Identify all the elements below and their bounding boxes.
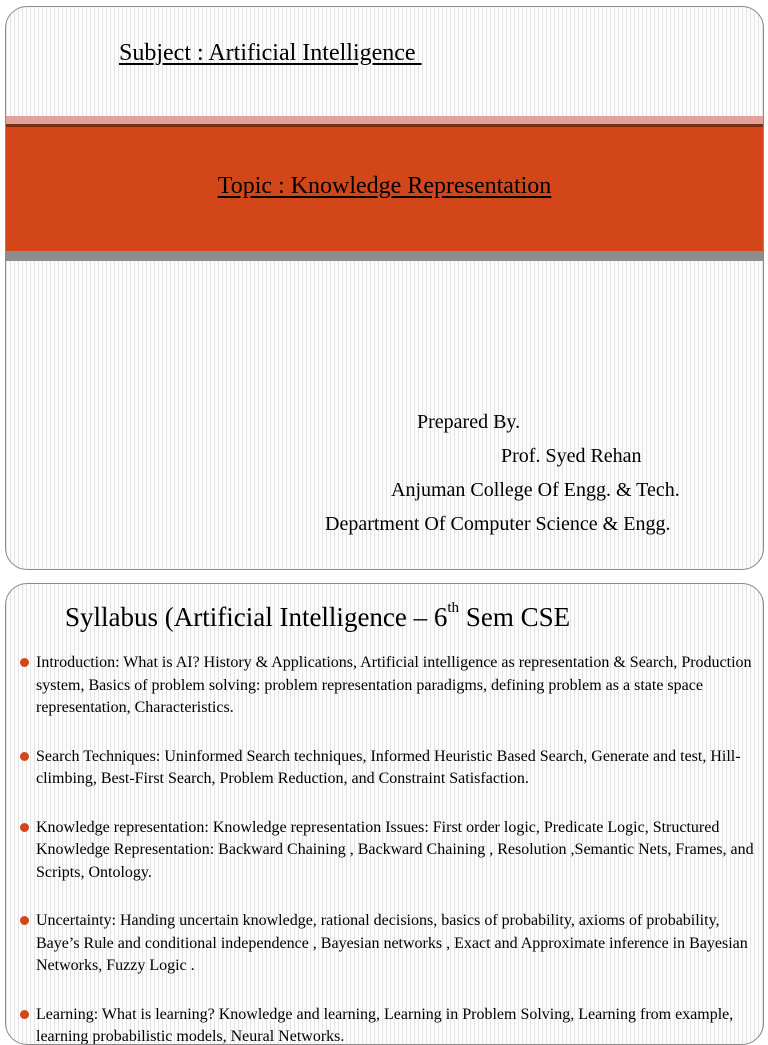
title-slide	[5, 6, 764, 570]
list-item	[20, 817, 754, 885]
subject-title: Subject : Artificial Intelligence	[119, 40, 422, 67]
topic-title: Topic : Knowledge Representation	[6, 173, 763, 200]
list-item	[20, 910, 754, 978]
college-name: Anjuman College Of Engg. & Tech.	[391, 479, 680, 502]
author-name: Prof. Syed Rehan	[501, 445, 642, 468]
prepared-by-label: Prepared By.	[417, 411, 520, 434]
list-item	[20, 652, 754, 720]
list-item-text: Learning: What is learning? Knowledge and learning, Learning in Problem Solving, Learning from example, learning probabilistic models, Neural Networks.	[36, 1006, 733, 1045]
syllabus-slide	[5, 583, 764, 1045]
list-item-text: Introduction: What is AI? History & Applications, Artificial intelligence as representation & Search, Production system, Basics of problem solving: problem representation paradigms, defining problem as a state space representation, Characteristics.	[36, 654, 752, 716]
bullet-icon	[20, 823, 29, 832]
list-item-text: Uncertainty: Handing uncertain knowledge, rational decisions, basics of probability, axioms of probability, Baye’s Rule and conditional independence , Bayesian networks , Exact and Approximate inference in Bayesian Networks, Fuzzy Logic .	[36, 912, 748, 974]
heading-superscript: th	[447, 600, 459, 616]
list-item	[20, 746, 754, 791]
list-item	[20, 1004, 754, 1045]
syllabus-heading	[65, 602, 570, 633]
list-item-text: Knowledge representation: Knowledge representation Issues: First order logic, Predicate Logic, Structured Knowledge Representation: Backward Chaining , Backward Chaining , Resolution ,Semantic Nets, Frames, and Scripts, Ontology.	[36, 819, 754, 881]
bullet-icon	[20, 658, 29, 667]
bullet-icon	[20, 1010, 29, 1019]
bullet-icon	[20, 752, 29, 761]
band-bottom-stripe	[6, 251, 763, 261]
syllabus-list	[20, 652, 754, 1045]
band-top-stripe	[6, 116, 763, 124]
list-item-text: Search Techniques: Uninformed Search techniques, Informed Heuristic Based Search, Generate and test, Hill-climbing, Best-First Search, Problem Reduction, and Constraint Satisfaction.	[36, 748, 741, 788]
heading-end: Sem CSE	[459, 602, 570, 632]
heading-main: Syllabus (Artificial Intelligence – 6	[65, 602, 447, 632]
bullet-icon	[20, 916, 29, 925]
department-name: Department Of Computer Science & Engg.	[325, 513, 670, 536]
